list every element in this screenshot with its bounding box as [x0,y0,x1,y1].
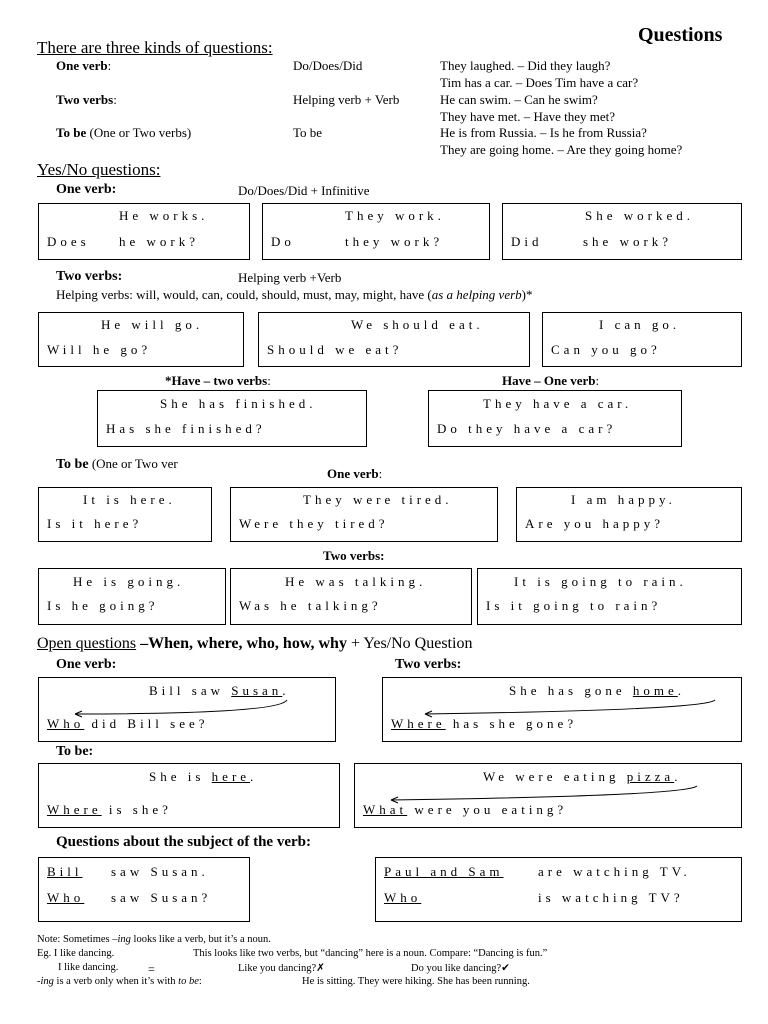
subject-example-box [375,857,742,922]
statement: Bill saw Susan. [149,683,290,698]
statement: I am happy. [571,492,676,507]
question: Has she finished? [106,421,266,436]
question-aux: Do [271,234,295,249]
intro-row-tobe-label: To be (One or Two verbs) [56,125,192,140]
statement: They work. [345,208,445,223]
statement: She has finished. [160,396,317,411]
intro-heading: There are three kinds of questions: [37,38,273,57]
question: What were you eating? [363,802,568,817]
intro-row-one-ex2: Tim has a car. – Does Tim have a car? [440,75,639,90]
question: Do they have a car? [437,421,617,436]
intro-row-tobe-ex1: He is from Russia. – Is he from Russia? [440,125,647,140]
open-example-box [382,677,742,742]
yesno-one-verb-label: One verb: [56,182,117,197]
statement: She has gone home. [509,683,685,698]
statement-rest: are watching TV. [538,864,691,879]
note-line-3c: Do you like dancing?✔ [411,963,510,974]
example-box [97,390,367,447]
example-box [38,568,226,625]
question-subject: Who [47,890,85,905]
example-box [38,203,250,260]
check-icon: ✔ [501,963,510,974]
statement: We should eat. [351,317,484,332]
example-box [230,487,498,542]
question: Are you happy? [525,516,665,531]
question: Can you go? [551,342,661,357]
question: Will he go? [47,342,152,357]
intro-row-one-form: Do/Does/Did [293,58,363,73]
yesno-one-verb-form: Do/Does/Did + Infinitive [238,183,370,198]
statement: She worked. [585,208,694,223]
have-two-verbs-label: *Have – two verbs: [165,373,271,388]
question-subject: Who [384,890,422,905]
open-two-verbs-label: Two verbs: [395,657,462,672]
statement: They were tired. [303,492,453,507]
statement: We were eating pizza. [483,769,682,784]
have-one-verb-label: Have – One verb: [502,373,600,388]
open-example-box [38,763,340,828]
open-example-box [38,677,336,742]
statement: He was talking. [285,574,427,589]
intro-row-tobe-ex2: They are going home. – Are they going home? [440,142,683,157]
intro-row-two-ex1: He can swim. – Can he swim? [440,92,598,107]
example-box [477,568,742,625]
open-one-verb-label: One verb: [56,657,117,672]
example-box [516,487,742,542]
note-line-2b: This looks like two verbs, but “dancing” here is a noun. Compare: “Dancing is fun.” [193,948,548,959]
subject-heading: Questions about the subject of the verb: [56,834,311,850]
question-aux: Did [511,234,543,249]
tobe-one-verb-label: One verb: [327,466,383,481]
note-line-1: Note: Sometimes –ing looks like a verb, but it’s a noun. [37,934,271,945]
cross-icon: ✗ [316,963,325,974]
question-aux: Does [47,234,90,249]
question-rest: he work? [119,234,200,249]
example-box [258,312,530,367]
question: Is it going to rain? [486,598,662,613]
statement: They have a car. [483,396,633,411]
note-line-4a: -ing is a verb only when it’s with to be: [37,976,202,987]
subject-example-box [38,857,250,922]
statement-subject: Bill [47,864,83,879]
statement-rest: saw Susan. [111,864,209,879]
example-box [38,487,212,542]
question: Is it here? [47,516,143,531]
arrow-icon [39,678,335,741]
statement: He works. [119,208,209,223]
question-rest: saw Susan? [111,890,212,905]
open-tobe-label: To be: [56,744,94,759]
yesno-two-verbs-label: Two verbs: [56,269,123,284]
note-line-4b: He is sitting. They were hiking. She has been running. [302,976,530,987]
tobe-two-verbs-label: Two verbs: [323,548,385,563]
note-line-3b: Like you dancing?✗ [238,963,325,974]
statement: She is here. [149,769,258,784]
example-box [502,203,742,260]
yesno-two-verbs-form: Helping verb +Verb [238,270,342,285]
arrow-icon [355,764,741,827]
statement: It is going to rain. [514,574,687,589]
question: Was he talking? [239,598,382,613]
statement-subject: Paul and Sam [384,864,504,879]
arrow-icon [383,678,741,741]
statement: It is here. [83,492,176,507]
example-box [428,390,682,447]
example-box [38,312,244,367]
open-example-box [354,763,742,828]
example-box [542,312,742,367]
intro-row-two-label: Two verbs: [56,92,117,107]
page-title: Questions [638,24,723,46]
example-box [230,568,472,625]
note-line-3a: I like dancing. [58,962,119,973]
question: Is he going? [47,598,159,613]
equals-sign: = [148,962,155,976]
intro-row-tobe-form: To be [293,125,323,140]
intro-row-one-label: One verb: [56,58,112,73]
intro-row-two-ex2: They have met. – Have they met? [440,109,616,124]
statement: He will go. [101,317,204,332]
question: Should we eat? [267,342,403,357]
example-box [262,203,490,260]
intro-row-two-form: Helping verb + Verb [293,92,400,107]
intro-row-one-ex1: They laughed. – Did they laugh? [440,58,611,73]
helping-verbs-list: Helping verbs: will, would, can, could, should, must, may, might, have (as a helping verb)* [56,287,533,302]
open-heading: Open questions –When, where, who, how, why + Yes/No Question [37,635,473,652]
tobe-label: To be (One or Two ver [56,456,178,472]
question-rest: they work? [345,234,444,249]
question: Where is she? [47,802,172,817]
statement: I can go. [599,317,681,332]
note-line-2a: Eg. I like dancing. [37,948,115,959]
question: Where has she gone? [391,716,578,731]
statement: He is going. [73,574,185,589]
question: Who did Bill see? [47,716,209,731]
question-rest: she work? [583,234,673,249]
question-rest: is watching TV? [538,890,684,905]
yesno-heading: Yes/No questions: [37,160,161,179]
question: Were they tired? [239,516,389,531]
